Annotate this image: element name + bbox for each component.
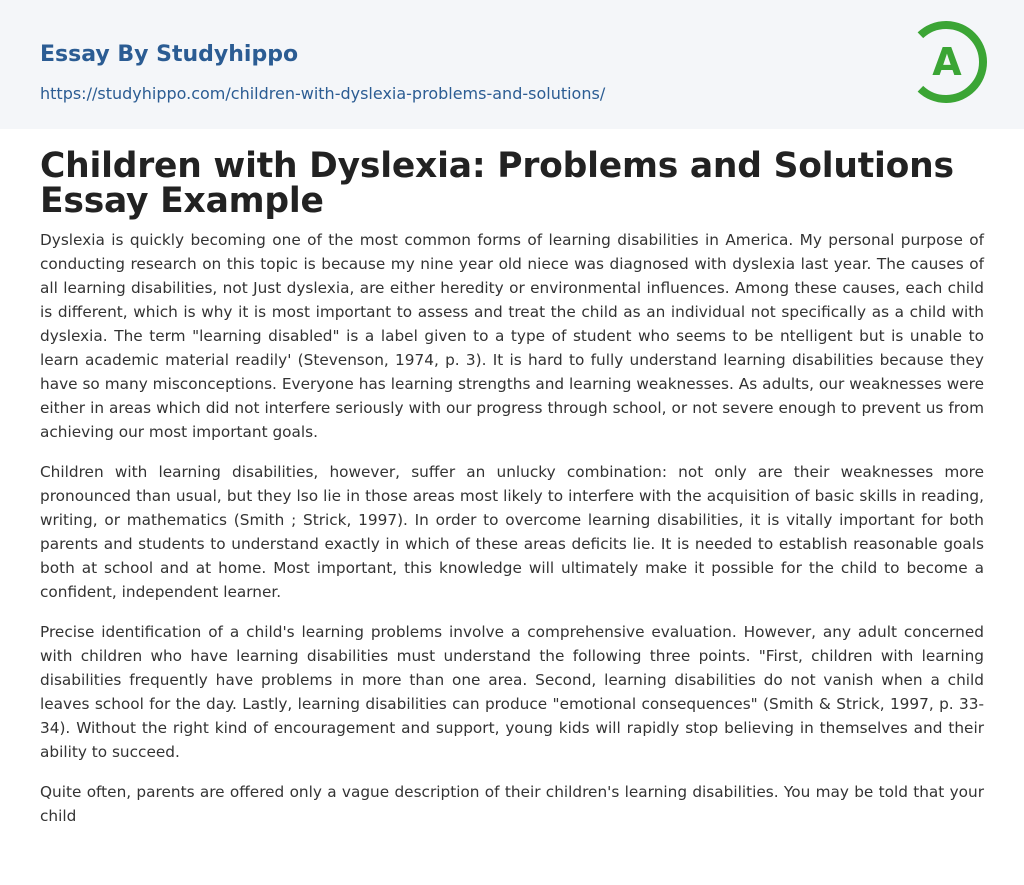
logo-icon[interactable]: [905, 18, 989, 106]
site-header: [0, 0, 1024, 129]
essay-paragraph: Dyslexia is quickly becoming one of the most common forms of learning disabilities in America. My personal purpose of conducting research on this topic is because my nine year old niece was diagnosed with dyslexia last year. The causes of all learning disabilities, not Just dyslexia, are either heredity or environmental influences. Among these causes, each child is different, which is why it is most important to assess and treat the child as an individual not specifically as a child with dyslexia. The term "learning disabled" is a label given to a type of student who seems to be ntelligent but is unable to learn academic material readily' (Stevenson, 1974, p. 3). It is hard to fully understand learning disabilities because they have so many misconceptions. Everyone has learning strengths and learning weaknesses. As adults, our weaknesses were either in areas which did not interfere seriously with our progress through school, or not severe enough to prevent us from achieving our most important goals.: [40, 231, 984, 441]
article-url-link[interactable]: https://studyhippo.com/children-with-dyslexia-problems-and-solutions/: [40, 84, 606, 103]
brand-title: Essay By Studyhippo: [40, 42, 299, 67]
essay-paragraph: Precise identification of a child's learning problems involve a comprehensive evaluation. However, any adult concerned with children who have learning disabilities must understand the following three points. "First, children with learning disabilities frequently have problems in more than one area. Second, learning disabilities do not vanish when a child leaves school for the day. Lastly, learning disabilities can produce "emotional consequences" (Smith & Strick, 1997, p. 33-34). Without the right kind of encouragement and support, young kids will rapidly stop believing in themselves and their ability to succeed.: [40, 623, 984, 761]
essay-body: [40, 228, 984, 844]
page-title: Children with Dyslexia: Problems and Solutions Essay Example: [40, 146, 954, 221]
essay-paragraph: Children with learning disabilities, however, suffer an unlucky combination: not only are their weaknesses more pronounced than usual, but they lso lie in those areas most likely to interfere with the acquisition of basic skills in reading, writing, or mathematics (Smith ; Strick, 1997). In order to overcome learning disabilities, it is vitally important for both parents and students to understand exactly in which of these areas deficits lie. It is needed to establish reasonable goals both at school and at home. Most important, this knowledge will ultimately make it possible for the child to become a confident, independent learner.: [40, 463, 984, 601]
essay-paragraph: Quite often, parents are offered only a vague description of their children's learning disabilities. You may be told that your child: [40, 783, 984, 825]
logo-letter: A: [932, 40, 962, 84]
